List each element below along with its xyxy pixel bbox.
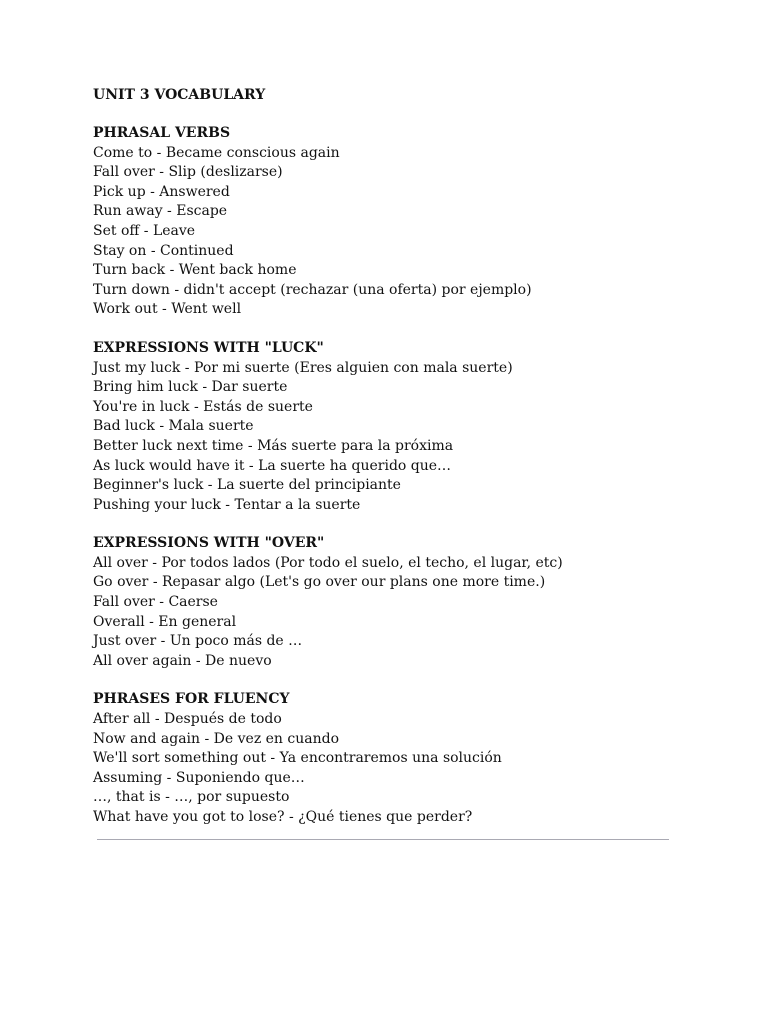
vocab-entry: Better luck next time - Más suerte para la próxima: [93, 437, 454, 454]
section-heading: EXPRESSIONS WITH "OVER": [93, 535, 325, 552]
entry-list: [93, 710, 693, 828]
vocab-entry: Set off - Leave: [93, 222, 196, 239]
vocab-entry: Work out - Went well: [93, 301, 242, 318]
section-phrases-fluency: [93, 690, 693, 827]
vocab-entry: Fall over - Slip (deslizarse): [93, 164, 283, 181]
entry-list: [93, 359, 693, 516]
document-title: UNIT 3 VOCABULARY: [93, 87, 266, 103]
vocab-entry: Assuming - Suponiendo que…: [93, 769, 305, 786]
section-phrasal-verbs: [93, 124, 693, 320]
vocab-entry: Come to - Became conscious again: [93, 144, 340, 161]
entry-list: [93, 554, 693, 672]
section-heading: PHRASAL VERBS: [93, 125, 231, 141]
vocab-entry: Just my luck - Por mi suerte (Eres alguien con mala suerte): [93, 359, 513, 376]
vocab-entry: Pushing your luck - Tentar a la suerte: [93, 496, 361, 513]
section-heading: PHRASES FOR FLUENCY: [93, 691, 290, 708]
vocab-entry: After all - Después de todo: [93, 711, 282, 728]
vocab-entry: Just over - Un poco más de …: [93, 633, 303, 650]
vocab-entry: Bring him luck - Dar suerte: [93, 379, 288, 396]
section-heading: EXPRESSIONS WITH "LUCK": [93, 339, 324, 356]
vocab-entry: Go over - Repasar algo (Let's go over our plans one more time.): [93, 574, 546, 591]
vocab-entry: What have you got to lose? - ¿Qué tienes que perder?: [93, 809, 473, 825]
vocab-entry: As luck would have it - La suerte ha querido que…: [93, 457, 452, 474]
vocab-entry: Overall - En general: [93, 613, 237, 630]
vocab-entry: Beginner's luck - La suerte del principiante: [93, 477, 401, 494]
vocab-entry: Turn back - Went back home: [93, 262, 297, 279]
vocab-entry: We'll sort something out - Ya encontraremos una solución: [93, 750, 502, 767]
document-content: [93, 85, 693, 847]
vocab-entry: …, that is - …, por supuesto: [93, 789, 290, 806]
entry-list: [93, 144, 693, 320]
vocab-entry: All over - Por todos lados (Por todo el suelo, el techo, el lugar, etc): [93, 554, 563, 571]
vocab-entry: All over again - De nuevo: [93, 652, 272, 669]
section-expressions-luck: [93, 339, 693, 515]
vocab-entry: Stay on - Continued: [93, 242, 234, 259]
vocab-entry: Run away - Escape: [93, 203, 228, 220]
vocab-entry: Bad luck - Mala suerte: [93, 418, 254, 435]
vocab-entry: Now and again - De vez en cuando: [93, 730, 340, 747]
horizontal-rule: [97, 839, 669, 840]
vocab-entry: Turn down - didn't accept (rechazar (una oferta) por ejemplo): [93, 281, 532, 298]
section-expressions-over: [93, 534, 693, 671]
vocab-entry: Fall over - Caerse: [93, 594, 218, 611]
vocab-entry: Pick up - Answered: [93, 183, 230, 200]
vocab-entry: You're in luck - Estás de suerte: [93, 398, 313, 415]
